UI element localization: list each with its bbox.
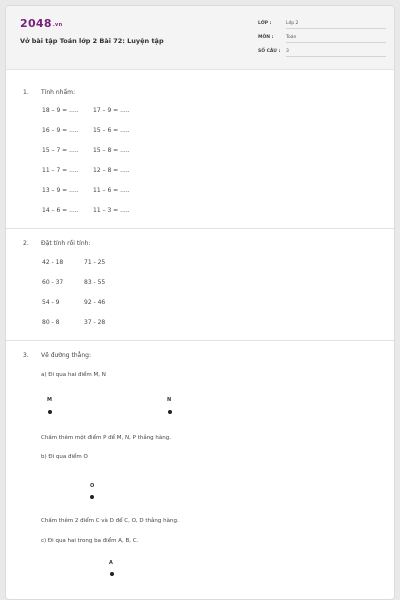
point-o-label: O (90, 483, 95, 489)
exercise-item: 71 - 25 (84, 259, 106, 266)
exercise-item: 11 – 6 = ..... (93, 187, 130, 194)
exercise-item: 80 - 8 (42, 319, 60, 326)
logo-suffix: .vn (52, 22, 63, 28)
site-logo[interactable] (20, 17, 62, 30)
point-a-dot[interactable] (110, 572, 114, 576)
exercise-item: 83 - 55 (84, 279, 106, 286)
exercise-item: 12 – 8 = ..... (93, 167, 130, 174)
question-number: 1. (23, 89, 29, 96)
part-c-instruction: c) Đi qua hai trong ba điểm A, B, C. (41, 538, 139, 544)
exercise-item: 11 – 7 = ..... (42, 167, 79, 174)
meta-key-grade: LỚP : (258, 21, 272, 26)
point-o-dot[interactable] (90, 495, 94, 499)
point-m-label: M (47, 397, 52, 403)
meta-key-question-count: SỐ CÂU : (258, 49, 281, 54)
exercise-item: 92 - 46 (84, 299, 106, 306)
point-n-label: N (167, 397, 172, 403)
exercise-item: 15 – 8 = ..... (93, 147, 130, 154)
page-title: Vở bài tập Toán lớp 2 Bài 72: Luyện tập (20, 37, 164, 45)
exercise-item: 42 - 18 (42, 259, 64, 266)
question-title: Vẽ đường thẳng: (41, 352, 91, 359)
exercise-item: 60 - 37 (42, 279, 64, 286)
question-title: Đặt tính rồi tính: (41, 240, 91, 247)
question-title: Tính nhẩm: (41, 89, 75, 96)
question-number: 2. (23, 240, 29, 247)
exercise-item: 13 – 9 = ..... (42, 187, 79, 194)
point-m-dot[interactable] (48, 410, 52, 414)
logo-main: 2048 (20, 17, 52, 30)
meta-value-question-count: 3 (286, 49, 386, 57)
meta-row-question-count (258, 47, 386, 61)
meta-info (258, 19, 386, 61)
section-divider (6, 228, 394, 229)
exercise-item: 14 – 6 = ..... (42, 207, 79, 214)
exercise-item: 37 - 28 (84, 319, 106, 326)
exercise-item: 16 – 9 = ..... (42, 127, 79, 134)
meta-value-subject: Toán (286, 35, 386, 43)
part-a-note: Chấm thêm một điểm P để M, N, P thẳng hàng. (41, 435, 171, 441)
meta-row-grade (258, 19, 386, 33)
section-divider (6, 340, 394, 341)
meta-row-subject (258, 33, 386, 47)
exercise-item: 54 - 9 (42, 299, 60, 306)
point-n-dot[interactable] (168, 410, 172, 414)
worksheet-header (6, 6, 394, 70)
meta-value-grade: Lớp 2 (286, 21, 386, 29)
exercise-item: 17 – 9 = ..... (93, 107, 130, 114)
part-a-instruction: a) Đi qua hai điểm M, N (41, 372, 106, 378)
worksheet-content (6, 70, 394, 599)
part-b-note: Chấm thêm 2 điểm C và D để C, O, D thẳng hàng. (41, 518, 179, 524)
worksheet-page (5, 5, 395, 600)
point-a-label: A (109, 560, 113, 566)
question-number: 3. (23, 352, 29, 359)
part-b-instruction: b) Đi qua điểm O (41, 454, 88, 460)
exercise-item: 11 – 3 = ..... (93, 207, 130, 214)
exercise-item: 18 – 9 = ..... (42, 107, 79, 114)
meta-key-subject: MÔN : (258, 35, 274, 40)
exercise-item: 15 – 7 = ..... (42, 147, 79, 154)
exercise-item: 15 – 6 = ..... (93, 127, 130, 134)
